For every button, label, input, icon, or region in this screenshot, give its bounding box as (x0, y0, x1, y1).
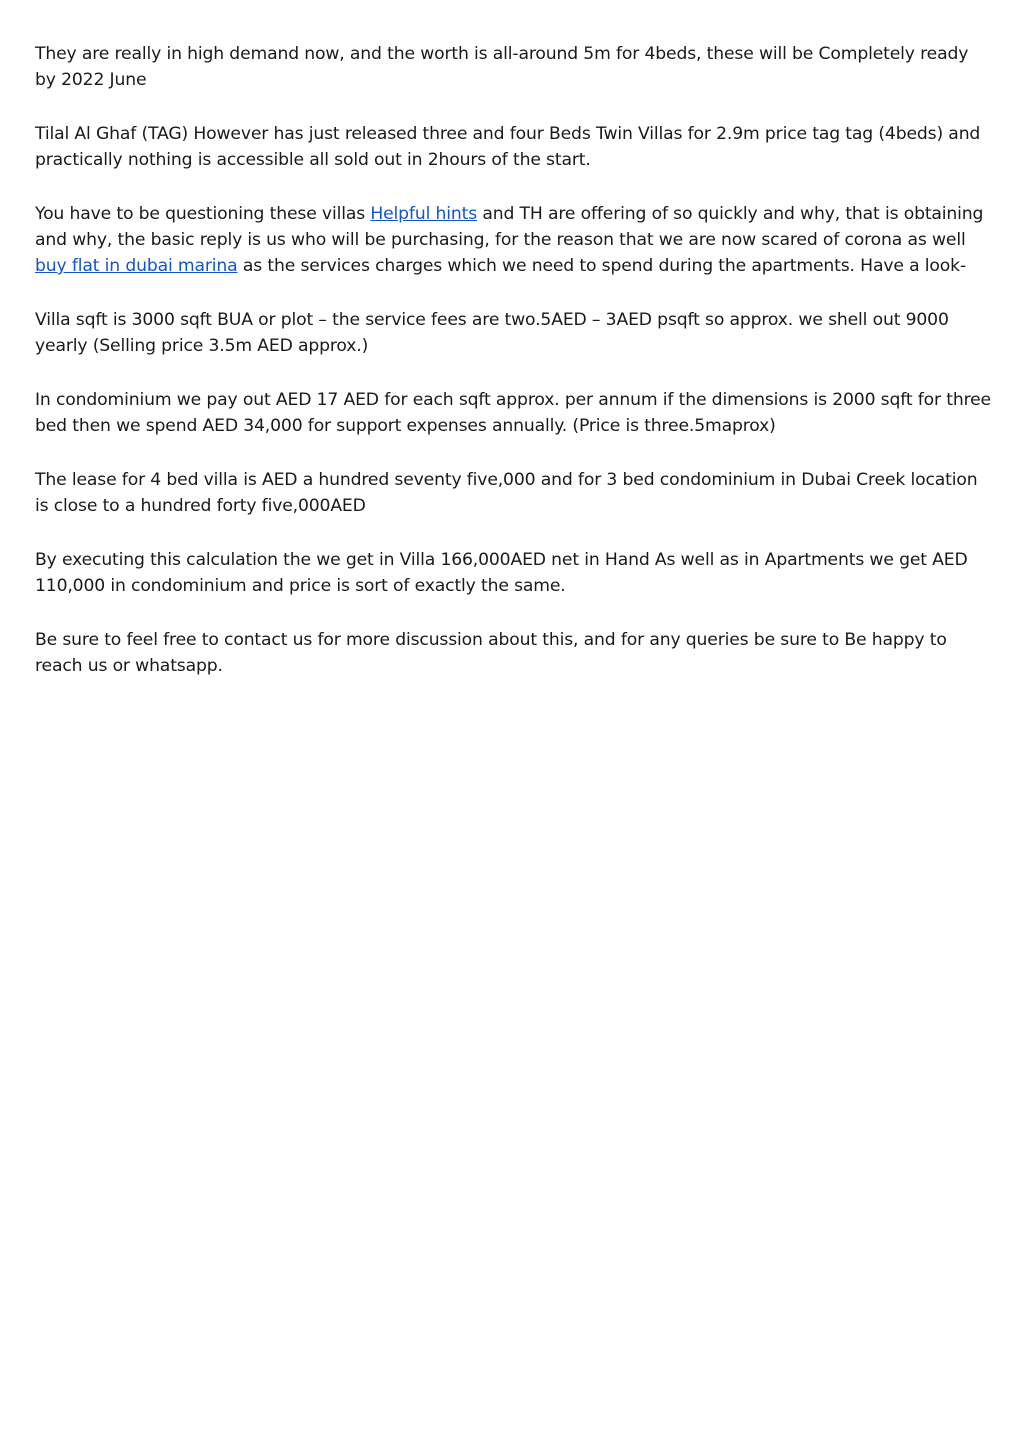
paragraph-text-middle: and TH are offering of so quickly and why, that is obtaining and why, the basic reply is us who will be purchasing, for the reason that we are now scared of corona as well (35, 204, 984, 250)
paragraph-text-before: You have to be questioning these villas (35, 204, 371, 224)
paragraph-demand: They are really in high demand now, and the worth is all-around 5m for 4beds, these will be Completely ready by 2022 June (35, 44, 969, 90)
buy-flat-dubai-marina-link[interactable]: buy flat in dubai marina (35, 256, 238, 276)
paragraph-contact: Be sure to feel free to contact us for more discussion about this, and for any queries be sure to Be happy to reach us or whatsapp. (35, 630, 947, 676)
paragraph-text-after: as the services charges which we need to spend during the apartments. Have a look- (237, 256, 967, 276)
helpful-hints-link[interactable]: Helpful hints (370, 204, 478, 224)
paragraph-condominium-fees: In condominium we pay out AED 17 AED for each sqft approx. per annum if the dimensions is 2000 sqft for three bed then we spend AED 34,000 for support expenses annually. (Price is three.5maprox) (35, 390, 991, 436)
paragraph-villa-sqft: Villa sqft is 3000 sqft BUA or plot – the service fees are two.5AED – 3AED psqft so approx. we shell out 9000 yearly (Selling price 3.5m AED approx.) (35, 310, 949, 356)
paragraph-tilal-al-ghaf: Tilal Al Ghaf (TAG) However has just released three and four Beds Twin Villas for 2.9m price tag tag (4beds) and practically nothing is accessible all sold out in 2hours of the start. (35, 124, 981, 170)
paragraph-calculation: By executing this calculation the we get in Villa 166,000AED net in Hand As well as in Apartments we get AED 110,000 in condominium and price is sort of exactly the same. (35, 550, 968, 596)
document-body (35, 41, 993, 707)
paragraph-lease: The lease for 4 bed villa is AED a hundred seventy five,000 and for 3 bed condominium in Dubai Creek location is close to a hundred forty five,000AED (35, 470, 978, 516)
paragraph-questioning-villas (35, 201, 993, 279)
